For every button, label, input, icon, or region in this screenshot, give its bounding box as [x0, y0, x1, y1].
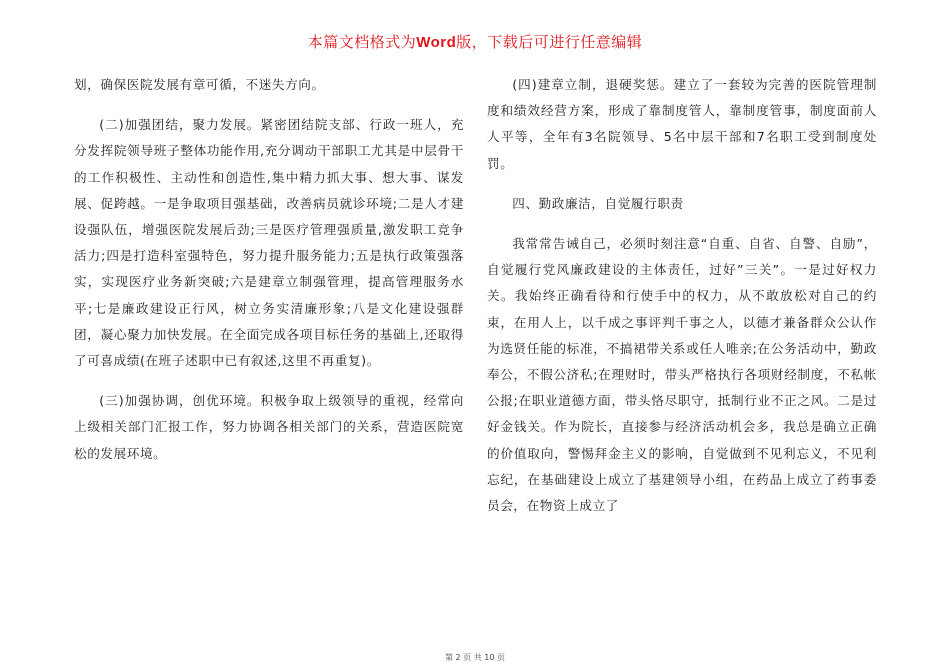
- page-number-footer: 第 2 页 共 10 页: [445, 653, 505, 662]
- format-notice-banner: [0, 32, 950, 53]
- paragraph-unity: (二)加强团结，聚力发展。紧密团结院支部、行政一班人，充分发挥院领导班子整体功能作用,充分调动干部职工尤其是中层骨干的工作积极性、主动性和创造性,集中精力抓大事、想大事、谋发展、促跨越。一是争取项目强基础，改善病员就诊环境;二是人才建设强队伍，增强医院发展后劲;三是医疗管理强质量,激发职工竞争活力;四是打造科室强特色，努力提升服务能力;五是执行政策强落实，实现医疗业务新突破;六是建章立制强管理，提高管理服务水平;七是廉政建设正行风，树立务实清廉形象;八是文化建设强群团，凝心聚力加快发展。在全面完成各项目标任务的基础上,还取得了可喜成绩(在班子述职中已有叙述,这里不再重复)。: [74, 117, 464, 369]
- paragraph-self-discipline: 我常常告诫自己，必须时刻注意“自重、自省、自警、自励”，自觉履行党风廉政建设的主体责任，过好”三关”。一是过好权力关。我始终正确看待和行使手中的权力，从不敢放松对自己的约束，在用人上，以千成之事评判千事之人，以德才兼备群众公认作为选贤任能的标准，不搞裙带关系或任人唯亲;在公务活动中，勤政奉公，不假公济私;在理财时，带头严格执行各项财经制度，不私帐公报;在职业道德方面，带头恪尽职守，抵制行业不正之风。二是过好金钱关。作为院长，直接参与经济活动机会多，我总是确立正确的价值取向，警惕拜金主义的影响，自觉做到不见利忘义，不见利忘纪，在基础建设上成立了基建领导小组，在药品上成立了药事委员会，在物资上成立了: [487, 236, 877, 514]
- left-text-column: [74, 72, 464, 467]
- paragraph-coordination: (三)加强协调，创优环境。积极争取上级领导的重视，经常向上级相关部门汇报工作，努力协调各相关部门的关系，营造医院宽松的发展环境。: [74, 393, 464, 461]
- paragraph-continuation: 划，确保医院发展有章可循，不迷失方向。: [74, 77, 325, 92]
- right-text-column: [487, 72, 877, 519]
- banner-suffix: 版，下载后可进行任意编辑: [456, 33, 643, 51]
- banner-prefix: 本篇文档格式为: [307, 33, 417, 51]
- banner-word-label: Word: [416, 34, 457, 51]
- paragraph-rules: (四)建章立制，退硬奖惩。建立了一套较为完善的医院管理制度和绩效经营方案，形成了靠制度管人，靠制度管事，制度面前人人平等，全年有3名院领导、5名中层干部和7名职工受到制度处罚。: [487, 77, 877, 171]
- section-heading-integrity: 四、勤政廉洁，自觉履行职责: [512, 195, 684, 211]
